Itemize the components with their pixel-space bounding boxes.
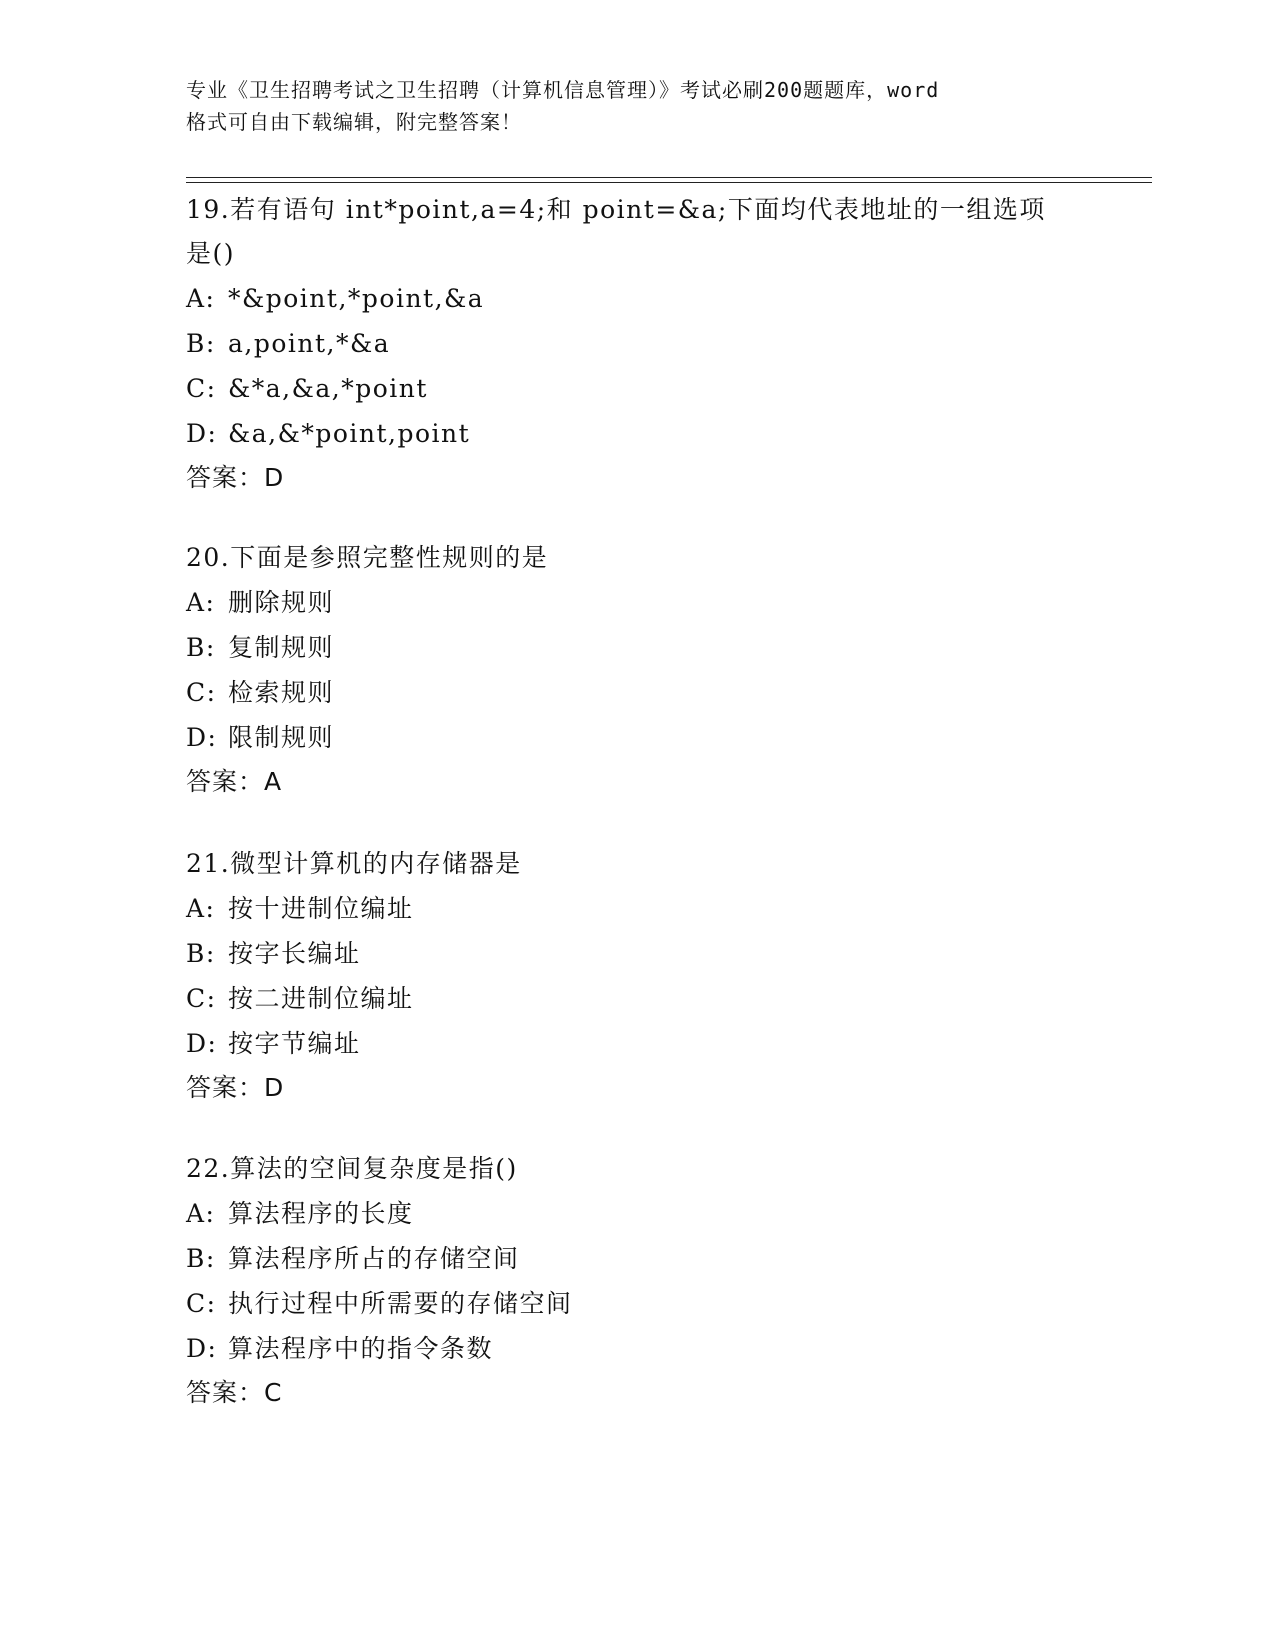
header-rule-top bbox=[186, 177, 1152, 178]
option-text: 检索规则 bbox=[228, 678, 335, 707]
option-c bbox=[186, 670, 1086, 715]
option-key: C: bbox=[186, 678, 217, 707]
option-text: 算法程序的长度 bbox=[228, 1199, 414, 1228]
option-text: 按字长编址 bbox=[228, 939, 361, 968]
answer-value: D bbox=[264, 1073, 285, 1102]
option-b bbox=[186, 625, 1086, 670]
option-key: C: bbox=[186, 984, 217, 1013]
option-key: A: bbox=[186, 894, 216, 923]
option-key: A: bbox=[186, 1199, 216, 1228]
question-22 bbox=[186, 1147, 1086, 1415]
question-stem: 22.算法的空间复杂度是指() bbox=[186, 1154, 518, 1183]
answer-prefix: 答案： bbox=[186, 1378, 265, 1407]
option-key: D: bbox=[186, 1029, 218, 1058]
answer-line bbox=[186, 1371, 1086, 1415]
question-stem: 20.下面是参照完整性规则的是 bbox=[186, 543, 549, 572]
header-line-2: 格式可自由下载编辑，附完整答案！ bbox=[186, 110, 522, 134]
option-text: 限制规则 bbox=[228, 723, 335, 752]
answer-prefix: 答案： bbox=[186, 1073, 265, 1102]
option-text: 按字节编址 bbox=[228, 1029, 361, 1058]
question-stem: 21.微型计算机的内存储器是 bbox=[186, 849, 522, 878]
option-d bbox=[186, 1326, 1086, 1371]
answer-prefix: 答案： bbox=[186, 463, 265, 492]
option-a bbox=[186, 276, 1086, 321]
option-key: B: bbox=[186, 1244, 216, 1273]
option-b bbox=[186, 321, 1086, 366]
option-key: C: bbox=[186, 1289, 217, 1318]
answer-line bbox=[186, 456, 1086, 500]
option-d bbox=[186, 1021, 1086, 1066]
option-c bbox=[186, 1281, 1086, 1326]
answer-line bbox=[186, 1066, 1086, 1110]
option-key: B: bbox=[186, 329, 216, 358]
option-a bbox=[186, 886, 1086, 931]
option-b bbox=[186, 931, 1086, 976]
option-key: D: bbox=[186, 419, 218, 448]
answer-value: A bbox=[264, 767, 283, 796]
question-19 bbox=[186, 188, 1086, 500]
question-stem: 19.若有语句 int*point,a=4;和 point=&a;下面均代表地址的一组选项是() bbox=[186, 195, 1046, 268]
option-d bbox=[186, 411, 1086, 456]
option-text: 算法程序所占的存储空间 bbox=[228, 1244, 520, 1273]
option-text: &*a,&a,*point bbox=[228, 374, 428, 403]
option-key: D: bbox=[186, 1334, 218, 1363]
option-key: B: bbox=[186, 633, 216, 662]
answer-line bbox=[186, 760, 1086, 804]
answer-prefix: 答案： bbox=[186, 767, 265, 796]
option-text: a,point,*&a bbox=[228, 329, 391, 358]
answer-value: C bbox=[264, 1378, 283, 1407]
option-key: A: bbox=[186, 284, 216, 313]
header-rule-bottom bbox=[186, 182, 1152, 183]
option-key: D: bbox=[186, 723, 218, 752]
option-a bbox=[186, 1191, 1086, 1236]
option-text: 算法程序中的指令条数 bbox=[228, 1334, 494, 1363]
header-line-1: 专业《卫生招聘考试之卫生招聘（计算机信息管理）》考试必刷200题题库，word bbox=[186, 78, 940, 102]
option-c bbox=[186, 976, 1086, 1021]
option-a bbox=[186, 580, 1086, 625]
option-key: B: bbox=[186, 939, 216, 968]
option-b bbox=[186, 1236, 1086, 1281]
option-text: *&point,*point,&a bbox=[228, 284, 485, 313]
option-c bbox=[186, 366, 1086, 411]
option-text: 按二进制位编址 bbox=[228, 984, 414, 1013]
answer-value: D bbox=[264, 463, 285, 492]
document-header bbox=[186, 74, 1086, 138]
option-text: 删除规则 bbox=[228, 588, 335, 617]
option-text: 按十进制位编址 bbox=[228, 894, 414, 923]
option-d bbox=[186, 715, 1086, 760]
option-key: A: bbox=[186, 588, 216, 617]
option-text: &a,&*point,point bbox=[228, 419, 471, 448]
option-key: C: bbox=[186, 374, 217, 403]
question-21 bbox=[186, 842, 1086, 1110]
option-text: 复制规则 bbox=[228, 633, 335, 662]
question-20 bbox=[186, 536, 1086, 804]
option-text: 执行过程中所需要的存储空间 bbox=[228, 1289, 573, 1318]
